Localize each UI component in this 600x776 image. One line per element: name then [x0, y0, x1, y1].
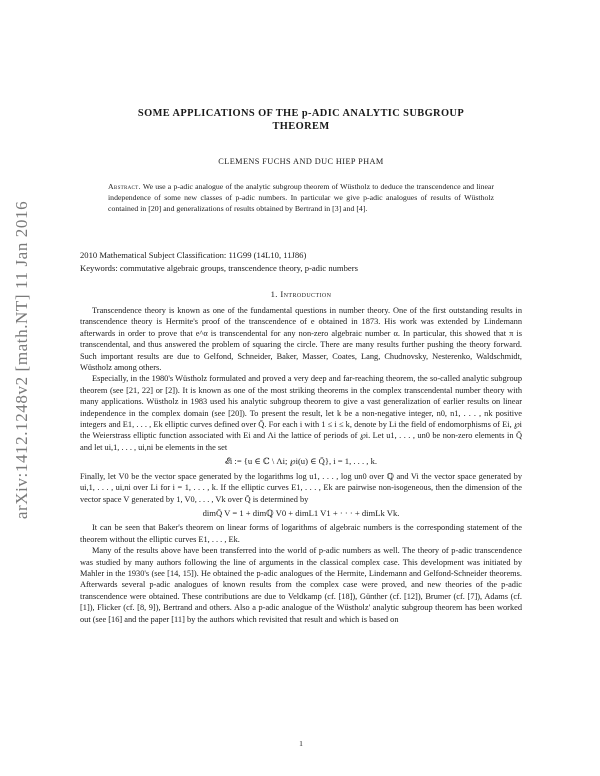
title-line-1: SOME APPLICATIONS OF THE p-ADIC ANALYTIC SUBGROUP [137, 108, 465, 119]
arxiv-stamp-text: arXiv:1412.1248v2 [math.NT] 11 Jan 2016 [12, 200, 31, 520]
paragraph-5: Many of the results above have been transferred into the world of p-adic numbers as well. The theory of p-adic transcendence was studied by many authors following the line of arguments in the classical complex case. This development was initiated by Mahler in the 1930's (see [14, 15]). He obtained the p-adic analogues of the Hermite, Lindemann and Gelfond-Schneider theorems. Afterwards several p-adic analogues of known results from the complex case were proved, and new theories of the p-adic transcendence were obtained. These contributions are due to Veldkamp (cf. [18]), Günther (cf. [12]), Brumer (cf. [7]), Adams (cf. [1]), Flicker (cf. [8, 9]), Bertrand and others. Also a p-adic analogue of the Wüstholz' analytic subgroup theorem has been worked out (see [16] and the paper [11] by the authors which revisited that result and which is based on [80, 546, 522, 624]
formula-set-definition: 𝓔i := {u ∈ ℂ \ Λi; ℘i(u) ∈ Q̄}, i = 1, . . . , k. [224, 456, 378, 467]
paragraph-2: Especially, in the 1980's Wüstholz formulated and proved a very deep and far-reaching theorem, the so-called analytic subgroup theorem (see [21, 22] or [2]). It is known as one of the most striking theorems in the complex transcendental number theory with many applications. Wüstholz in 1983 used his analytic subgroup theorem to give a vast generalization of earlier results on linear independence in the complex domain (see [20]). To present the result, let k be a non-negative integer, n0, n1, . . . , nk positive integers and E1, . . . , Ek elliptic curves defined over Q̄. For each i with 1 ≤ i ≤ k, denote by Li the field of endomorphisms of Ei, ℘i the Weierstrass elliptic function associated with Ei and Λi the lattice of periods of ℘i. Let u1, . . . , un0 be non-zero elements in Q̄ and let ui,1, . . . , ui,ni be elements in the set [80, 374, 522, 452]
section-heading: 1. Introduction [270, 289, 332, 299]
formula-dimension: dimQ̄ V = 1 + dimℚ V0 + dimL1 V1 + · · · + dimLk Vk. [202, 507, 400, 518]
abstract-text: We use a p-adic analogue of the analytic subgroup theorem of Wüstholz to deduce the transcendence and linear independence of some new classes of p-adic numbers. In particular we give p-adic analogues of results of Wüstholz contained in [20] and generalizations of results obtained by Bertrand in [3] and [4]. [108, 182, 494, 213]
authors: CLEMENS FUCHS AND DUC HIEP PHAM [218, 157, 384, 166]
paragraph-1: Transcendence theory is known as one of the fundamental questions in number theory. One of the first outstanding results in transcendence theory is Hermite's proof of the transcendence of e obtained in 1873. His work was extended by Lindemann afterwards in order to prove that e^α is transcendental for any non-zero algebraic number α. In particular, this showed that π is transcendental, and thus answered the problem of squaring the circle. There are many results further pushing the theory forward. Such important results are due to Gelfond, Schneider, Baker, Masser, Coates, Lang, Chudnovsky, Nesterenko, Waldschmidt, Wüstholz among others. [80, 306, 522, 373]
abstract-label: Abstract. [108, 182, 141, 191]
title-line-2: THEOREM [272, 121, 330, 132]
paragraph-3: Finally, let V0 be the vector space generated by the logarithms log u1, . . . , log un0 over ℚ and Vi the vector space generated by ui,1, . . . , ui,ni over Li for i = 1, . . . , k. If the elliptic curves E1, . . . , Ek are pairwise non-isogeneous, then the dimension of the vector space V generated by 1, V0, . . . , Vk over Q̄ is determined by [80, 471, 522, 504]
paper-page [80, 0, 522, 776]
arxiv-identifier [2, 150, 42, 570]
keywords: Keywords: commutative algebraic groups, transcendence theory, p-adic numbers [80, 263, 358, 273]
abstract [108, 181, 494, 214]
paragraph-4: It can be seen that Baker's theorem on linear forms of logarithms of algebraic numbers is the corresponding statement of the theorem without the elliptic curves E1, . . . , Ek. [80, 523, 522, 544]
page-number: 1 [299, 739, 303, 748]
classification-block [80, 249, 522, 275]
body-text [80, 305, 522, 625]
paper-title [80, 107, 522, 133]
msc-classification: 2010 Mathematical Subject Classification: 11G99 (14L10, 11J86) [80, 250, 307, 260]
